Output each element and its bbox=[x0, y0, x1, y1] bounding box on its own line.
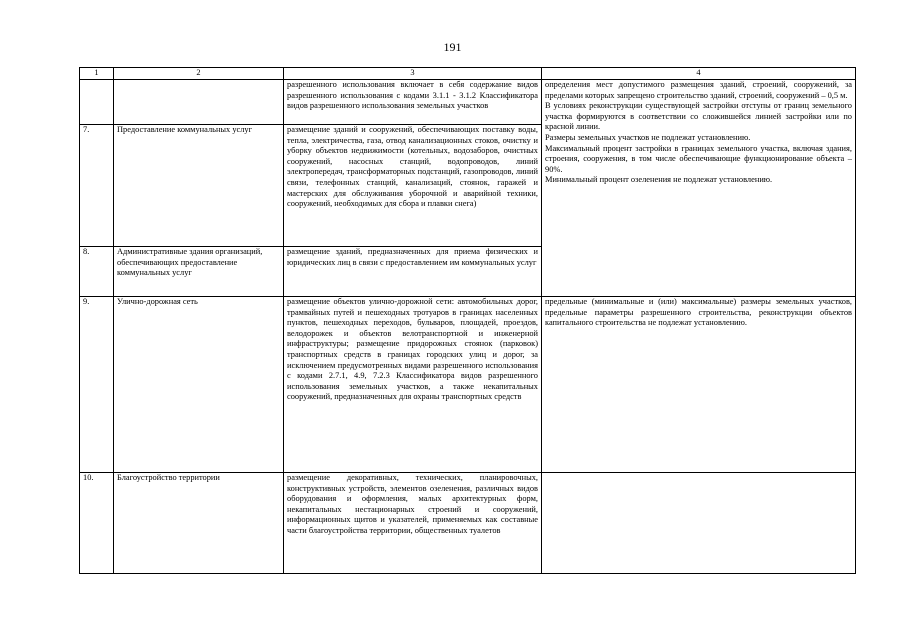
row-name: Благоустройство территории bbox=[114, 473, 284, 574]
row-description: разрешенного использования включает в себя содержание видов разрешенного использования с кодами 3.1.1 - 3.1.2 Классификатора видов разрешенного использования земельных участков bbox=[284, 80, 542, 125]
row-number: 10. bbox=[80, 473, 114, 574]
row-number: 9. bbox=[80, 297, 114, 473]
row-parameters bbox=[542, 473, 856, 574]
row-number: 7. bbox=[80, 125, 114, 247]
row-name: Улично-дорожная сеть bbox=[114, 297, 284, 473]
row-name: Административные здания организаций, обеспечивающих предоставление коммунальных услуг bbox=[114, 247, 284, 297]
row-parameters-merged bbox=[542, 80, 856, 297]
parameter-text: Максимальный процент застройки в границах земельного участка, включая здания, строения, сооружения, в том числе обеспечивающие функционирование объекта – 90%. bbox=[545, 143, 852, 174]
row-description: размещение зданий и сооружений, обеспечивающих поставку воды, тепла, электричества, газа, отвод канализационных стоков, очистку и уборку объектов недвижимости (котельных, водозаборов, очистных сооружений, насосных станций, водопроводов, линий электропередач, трансформаторных подстанций, газопроводов, линий связи, телефонных станций, канализаций, стоянок, гаражей и мастерских для обслуживания уборочной и аварийной техники, сооружений, необходимых для сбора и плавки снега) bbox=[284, 125, 542, 247]
column-header: 4 bbox=[542, 68, 856, 80]
zoning-table bbox=[79, 67, 856, 574]
table-row bbox=[80, 297, 856, 473]
parameter-text: определения мест допустимого размещения зданий, строений, сооружений, за пределами которых запрещено строительство зданий, строений, сооружений – 0,5 м. bbox=[545, 80, 852, 100]
column-header: 2 bbox=[114, 68, 284, 80]
column-header: 3 bbox=[284, 68, 542, 80]
row-name: Предоставление коммунальных услуг bbox=[114, 125, 284, 247]
row-name bbox=[114, 80, 284, 125]
table-row bbox=[80, 80, 856, 125]
table-header-row bbox=[80, 68, 856, 80]
page-number: 191 bbox=[443, 40, 462, 54]
row-number: 8. bbox=[80, 247, 114, 297]
row-description: размещение объектов улично-дорожной сети: автомобильных дорог, трамвайных путей и пешеходных тротуаров в границах населенных пунктов, пешеходных переходов, бульваров, площадей, проездов, велодорожек и объектов велотранспортной и инженерной инфраструктуры; размещение придорожных стоянок (парковок) транспортных средств в границах городских улиц и дорог, за исключением предусмотренных видами разрешенного использования с кодами 2.7.1, 4.9, 7.2.3 Классификатора видов разрешенного использования земельных участков, а также некапитальных сооружений, предназначенных для охраны транспортных средств bbox=[284, 297, 542, 473]
parameter-text: Минимальный процент озеленения не подлежат установлению. bbox=[545, 175, 773, 185]
row-parameters: предельные (минимальные и (или) максимальные) размеры земельных участков, предельные параметры разрешенного строительства, реконструкции объектов капитального строительства не подлежат установлению. bbox=[542, 297, 856, 473]
row-description: размещение декоративных, технических, планировочных, конструктивных устройств, элементов озеленения, различных видов оборудования и оформления, малых архитектурных форм, некапитальных нестационарных строений и сооружений, информационных щитов и указателей, применяемых как составные части благоустройства территории, общественных туалетов bbox=[284, 473, 542, 574]
row-number bbox=[80, 80, 114, 125]
parameter-text: Размеры земельных участков не подлежат установлению. bbox=[545, 132, 751, 142]
parameter-text: В условиях реконструкции существующей застройки отступы от границ земельного участка формируются в соответствии со сложившейся линией застройки или по красной линии. bbox=[545, 101, 852, 132]
column-header: 1 bbox=[80, 68, 114, 80]
table-row bbox=[80, 473, 856, 574]
row-description: размещение зданий, предназначенных для приема физических и юридических лиц в связи с предоставлением им коммунальных услуг bbox=[284, 247, 542, 297]
